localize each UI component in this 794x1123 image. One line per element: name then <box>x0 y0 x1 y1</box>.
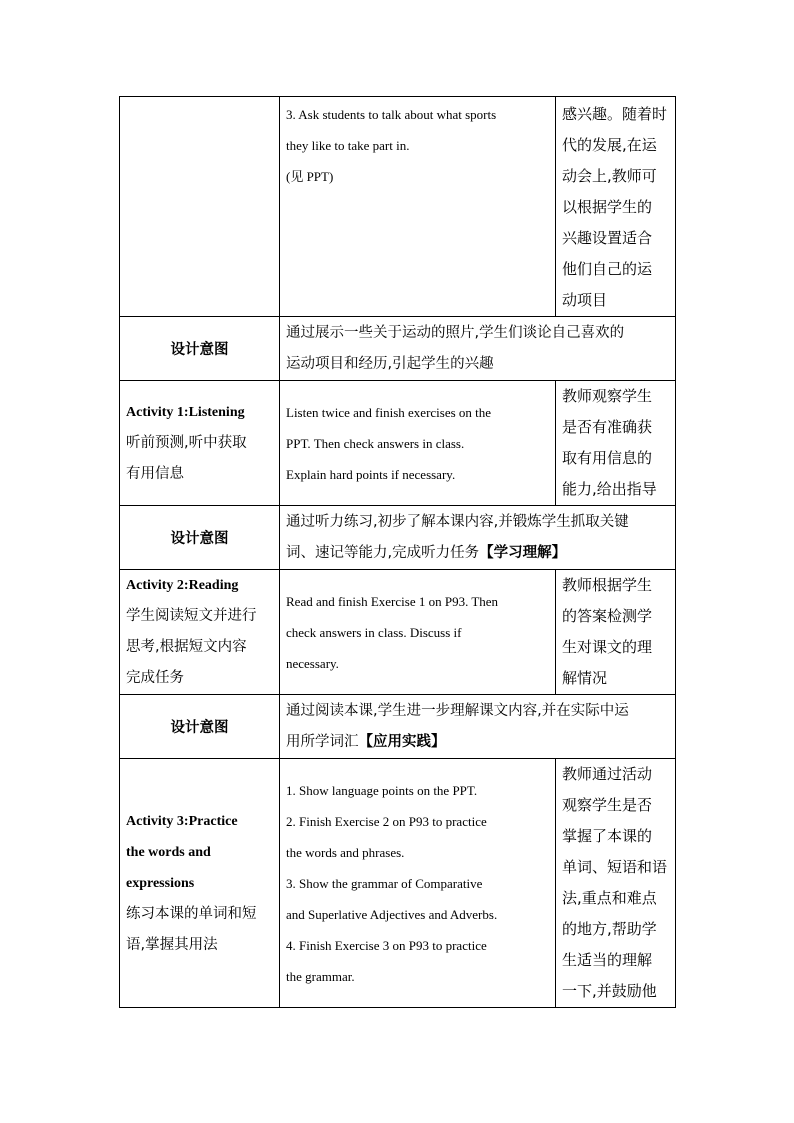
design-intent-text: 通过听力练习,初步了解本课内容,并锻炼学生抓取关键 词、速记等能力,完成听力任务【学习理解】 <box>280 506 676 570</box>
activity-title: Activity 3:Practice <box>126 813 238 829</box>
table-row <box>120 317 676 381</box>
activity-cell: Activity 2:Reading 学生阅读短文并进行 思考,根据短文内容 完成任务 <box>120 570 280 695</box>
lesson-plan-table <box>119 96 676 1008</box>
design-intent-text: 通过展示一些关于运动的照片,学生们谈论自己喜欢的 运动项目和经历,引起学生的兴趣 <box>280 317 676 381</box>
activity-cell: Activity 3:Practice the words and expressions 练习本课的单词和短 语,掌握其用法 <box>120 759 280 1008</box>
empty-cell <box>120 97 280 317</box>
teacher-note-cell: 教师观察学生 是否有准确获 取有用信息的 能力,给出指导 <box>556 381 676 506</box>
design-intent-label: 设计意图 <box>120 695 280 759</box>
activity-title: Activity 2:Reading <box>126 578 239 593</box>
procedure-cell: Listen twice and finish exercises on the PPT. Then check answers in class. Explain hard points if necessary. <box>280 381 556 506</box>
stage-tag: 【应用实践】 <box>358 733 446 750</box>
table-row <box>120 506 676 570</box>
table-row <box>120 759 676 1008</box>
design-intent-label: 设计意图 <box>120 317 280 381</box>
activity-title: Activity 1:Listening <box>126 404 245 420</box>
teacher-note-cell: 教师根据学生 的答案检测学 生对课文的理 解情况 <box>556 570 676 695</box>
table-row <box>120 381 676 506</box>
procedure-cell: 3. Ask students to talk about what sports they like to take part in. (见 PPT) <box>280 97 556 317</box>
procedure-cell: 1. Show language points on the PPT. 2. Finish Exercise 2 on P93 to practice the words and phrases. 3. Show the grammar of Comparative and Superlative Adjectives and Adverbs. 4. Finish Exercise 3 on P93 to practice the grammar. <box>280 759 556 1008</box>
teacher-note-cell: 教师通过活动 观察学生是否 掌握了本课的 单词、短语和语 法,重点和难点 的地方,帮助学 生适当的理解 一下,并鼓励他 <box>556 759 676 1008</box>
table-row <box>120 97 676 317</box>
table-row <box>120 570 676 695</box>
procedure-cell: Read and finish Exercise 1 on P93. Then check answers in class. Discuss if necessary. <box>280 570 556 695</box>
design-intent-label: 设计意图 <box>120 506 280 570</box>
stage-tag: 【学习理解】 <box>479 544 567 561</box>
teacher-note-cell: 感兴趣。随着时 代的发展,在运 动会上,教师可 以根据学生的 兴趣设置适合 他们自己的运 动项目 <box>556 97 676 317</box>
activity-cell: Activity 1:Listening 听前预测,听中获取 有用信息 <box>120 381 280 506</box>
table-row <box>120 695 676 759</box>
design-intent-text: 通过阅读本课,学生进一步理解课文内容,并在实际中运 用所学词汇【应用实践】 <box>280 695 676 759</box>
